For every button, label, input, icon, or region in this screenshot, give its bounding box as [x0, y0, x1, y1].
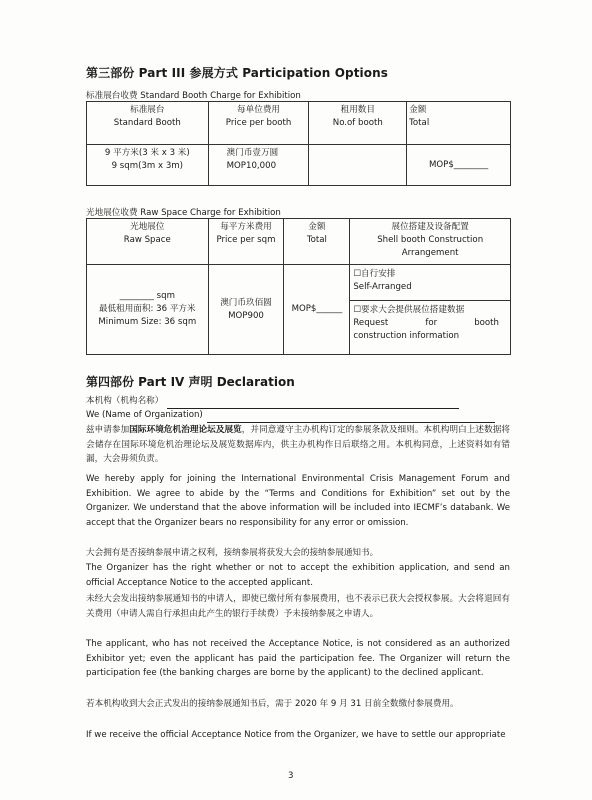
raw-header-space: 光地展位 Raw Space [87, 219, 209, 265]
std-header-price: 每单位费用 Price per booth [208, 102, 309, 145]
request-info-checkbox[interactable]: ☐要求大会提供展位搭建数据 [353, 305, 465, 315]
option-self-arranged[interactable]: ☐自行安排 Self-Arranged [350, 265, 510, 301]
page-number: 3 [288, 771, 294, 781]
org-name-en-field[interactable] [207, 413, 495, 423]
std-header-booth: 标准展台 Standard Booth [87, 102, 209, 145]
standard-booth-table [86, 101, 511, 186]
org-name-zh-line: 本机构（机构名称） [86, 394, 510, 409]
org-name-zh-field[interactable] [167, 399, 459, 409]
part3-heading: 第三部份 Part III 参展方式 Participation Options [86, 66, 388, 80]
part4-heading: 第四部份 Part IV 声明 Declaration [86, 375, 295, 389]
declaration-zh-1: 兹申请参加国际环境危机治理论坛及展览，并同意遵守主办机构订定的参展条款及细则。本机构明白上述数据将会储存在国际环境危机治理论坛及展览数据库内，供主办机构作日后联络之用。本机构同意，上述资料如有错漏，大会毋须负责。 [86, 425, 510, 464]
declaration-en-3: The applicant, who has not received the Acceptance Notice, is not considered as an authorized Exhibitor yet; even the applicant has paid the participation fee. The Organizer will return the participation fee (the banking charges are borne by the applicant) to the declined applicant. [86, 639, 510, 678]
org-name-en-line: We (Name of Organization) [86, 408, 510, 423]
std-header-total: 金额 Total [407, 102, 511, 145]
std-cell-total[interactable]: MOP$________ [407, 145, 511, 186]
option-request-info[interactable]: ☐要求大会提供展位搭建数据 Request for booth construction information [350, 301, 510, 346]
std-cell-price: 澳门币壹万圆 MOP10,000 [208, 145, 309, 186]
declaration-en-2: The Organizer has the right whether or not to accept the exhibition application, and send an official Acceptance Notice to the accepted applicant. [86, 563, 510, 588]
raw-cell-total[interactable]: MOP$______ [284, 265, 350, 355]
raw-cell-price: 澳门币玖佰圆 MOP900 [208, 265, 284, 355]
raw-space-table [86, 218, 511, 355]
raw-cell-space: ________ sqm 最低租用面积: 36 平方米 Minimum Size: 36 sqm [87, 265, 209, 355]
declaration-zh-2: 大会拥有是否接纳参展申请之权利，接纳参展将获发大会的接纳参展通知书。 [86, 548, 379, 558]
std-cell-booth: 9 平方米(3 米 x 3 米) 9 sqm(3m x 3m) [87, 145, 209, 186]
standard-booth-caption: 标准展台收费 Standard Booth Charge for Exhibition [86, 91, 301, 101]
raw-space-caption: 光地展位收费 Raw Space Charge for Exhibition [86, 208, 281, 218]
raw-header-total: 金额 Total [284, 219, 350, 265]
declaration-zh-4: 若本机构收到大会正式发出的接纳参展通知书后，需于 2020 年 9 月 31 日前全数缴付参展费用。 [86, 699, 459, 709]
raw-header-construction: 展位搭建及设备配置 Shell booth Construction Arrangement [350, 219, 511, 265]
raw-cell-options [350, 265, 511, 355]
declaration-zh-3: 未经大会发出接纳参展通知书的申请人，即使已缴付所有参展费用，也不表示已获大会授权参展。大会将退回有关费用（申请人需自行承担由此产生的银行手续费）予未接纳参展之申请人。 [86, 594, 510, 619]
raw-header-price: 每平方米费用 Price per sqm [208, 219, 284, 265]
declaration-en-4: If we receive the official Acceptance Notice from the Organizer, we have to settle our appropriate [86, 730, 506, 740]
declaration-en-1: We hereby apply for joining the International Environmental Crisis Management Forum and Exhibition. We agree to abide by the “Terms and Conditions for Exhibition” set out by the Organizer. We understand that the above information will be included into IECMF’s databank. We accept that the Organizer bears no responsibility for any error or omission. [86, 474, 510, 528]
std-header-count: 租用数目 No.of booth [309, 102, 407, 145]
self-arranged-checkbox[interactable]: ☐自行安排 [353, 269, 396, 279]
raw-sqm-field[interactable]: ________ sqm [119, 291, 175, 301]
std-cell-count[interactable] [309, 145, 407, 186]
